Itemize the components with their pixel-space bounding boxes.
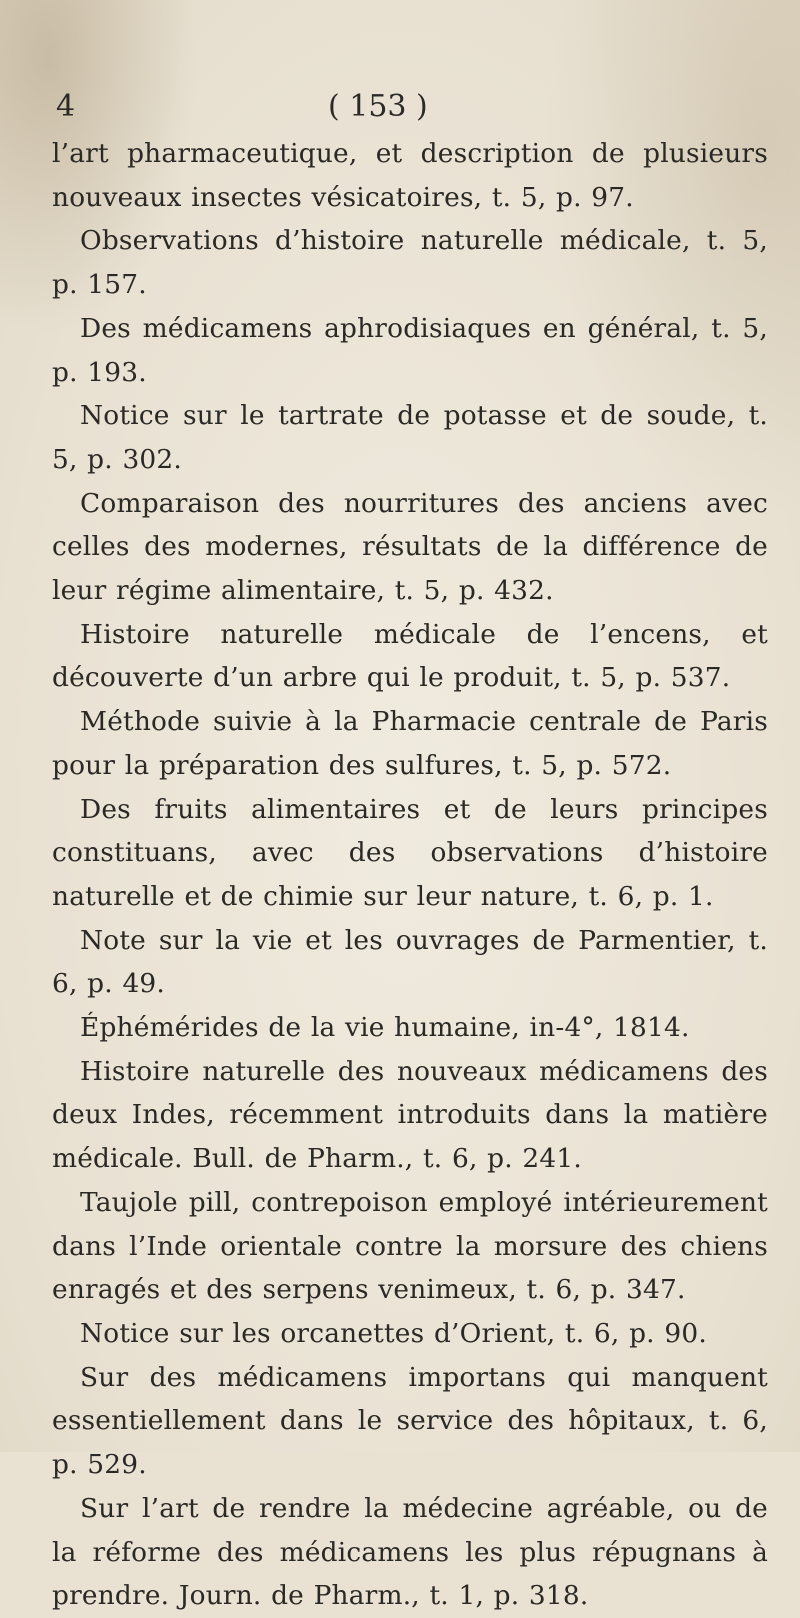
entry-paragraph: Éphémérides de la vie humaine, in-4°, 1814. (80, 1012, 690, 1044)
entry-paragraph: Comparaison des nourritures des anciens avec celles des modernes, résultats de la différence de leur régime alimentaire, t. 5, p. 432. (52, 487, 768, 607)
header-mark: 4 (56, 89, 76, 124)
entry-paragraph: Observations d’histoire naturelle médicale, t. 5, p. 157. (52, 225, 768, 301)
entry-paragraph: Des médicamens aphrodisiaques en général, t. 5, p. 193. (52, 312, 768, 388)
entry-paragraph: Des fruits alimentaires et de leurs principes constituans, avec des observations d’histoire naturelle et de chimie sur leur nature, t. 6, p. 1. (52, 793, 768, 912)
bibliography-text (52, 132, 768, 1618)
entry-paragraph: Note sur la vie et les ouvrages de Parmentier, t. 6, p. 49. (52, 924, 768, 1000)
page-number: ( 153 ) (328, 89, 428, 124)
entry-paragraph: Notice sur le tartrate de potasse et de soude, t. 5, p. 302. (52, 400, 768, 475)
entry-paragraph: Sur l’art de rendre la médecine agréable, ou de la réforme des médicamens les plus répugnans à prendre. Journ. de Pharm., t. 1, p. 318. (52, 1492, 768, 1612)
entry-paragraph: Notice sur les orcanettes d’Orient, t. 6, p. 90. (80, 1317, 707, 1349)
entry-paragraph: Histoire naturelle des nouveaux médicamens des deux Indes, récemment introduits dans la matière médicale. Bull. de Pharm., t. 6, p. 241. (52, 1055, 768, 1175)
entry-paragraph: Méthode suivie à la Pharmacie centrale de Paris pour la préparation des sulfures, t. 5, p. 572. (52, 706, 768, 781)
entry-paragraph: l’art pharmaceutique, et description de plusieurs nouveaux insectes vésicatoires, t. 5, p. 97. (52, 138, 768, 213)
entry-paragraph: Taujole pill, contrepoison employé intérieurement dans l’Inde orientale contre la morsure des chiens enragés et des serpens venimeux, t. 6, p. 347. (52, 1186, 768, 1306)
entry-paragraph: Histoire naturelle médicale de l’encens, et découverte d’un arbre qui le produit, t. 5, p. 537. (52, 618, 768, 694)
entry-paragraph: Sur des médicamens importans qui manquent essentiellement dans le service des hôpitaux, t. 6, p. 529. (52, 1361, 768, 1481)
